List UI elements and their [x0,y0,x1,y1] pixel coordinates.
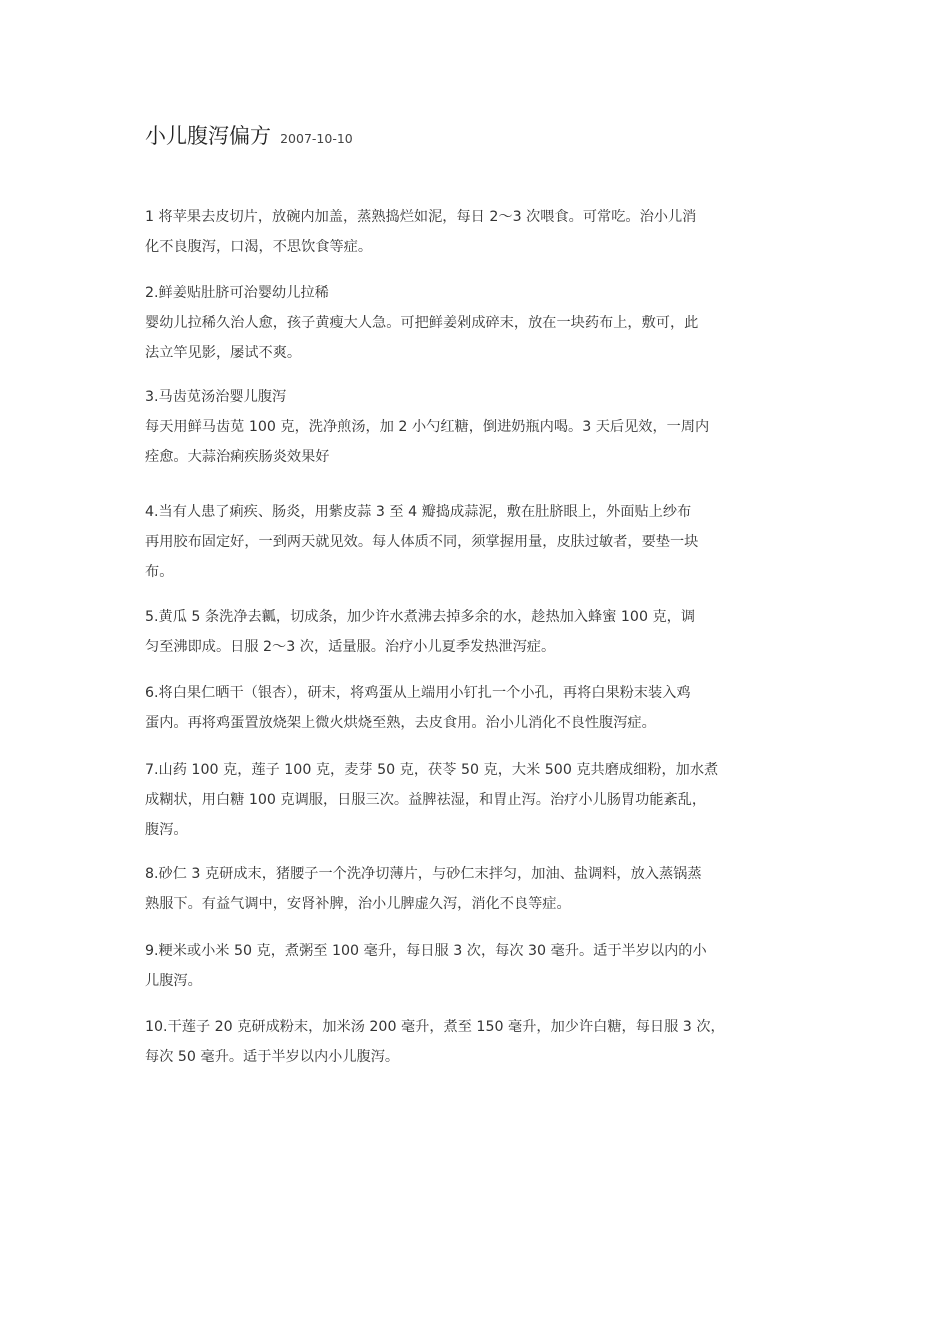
entry-line: 熟服下。有益气调中，安肾补脾，治小儿脾虚久泻，消化不良等症。 [145,896,571,912]
post-date: 2007-10-10 [280,131,353,146]
remedy-entry-2 [145,278,785,368]
entry-line: 儿腹泻。 [145,973,202,989]
entry-line: 法立竿见影，屡试不爽。 [145,345,302,361]
remedy-entry-6 [145,678,785,738]
entry-heading: 3.马齿苋汤治婴儿腹泻 [145,389,287,405]
entry-line: 6.将白果仁晒干（银杏），研末，将鸡蛋从上端用小钉扎一个小孔，再将白果粉末装入鸡 [145,685,691,701]
entry-line: 布。 [145,564,174,580]
entry-line: 每天用鲜马齿苋 100 克，洗净煎汤，加 2 小勺红糖，倒进奶瓶内喝。3 天后见效，一周内 [145,419,710,435]
remedy-entry-3 [145,382,785,472]
entry-line: 腹泻。 [145,822,188,838]
remedy-entry-1 [145,202,785,262]
entry-line: 5.黄瓜 5 条洗净去瓤，切成条，加少许水煮沸去掉多余的水，趁热加入蜂蜜 100 克，调 [145,609,696,625]
entry-line: 匀至沸即成。日服 2～3 次，适量服。治疗小儿夏季发热泄泻症。 [145,639,556,655]
page-title: 小儿腹泻偏方 [145,124,271,148]
remedy-entry-8 [145,859,785,919]
remedy-entry-4 [145,497,785,587]
entry-line: 10.干莲子 20 克研成粉末，加米汤 200 毫升，煮至 150 毫升，加少许白糖，每日服 3 次， [145,1019,725,1035]
entry-line: 痊愈。大蒜治痢疾肠炎效果好 [145,449,330,465]
entry-line: 婴幼儿拉稀久治人愈，孩子黄瘦大人急。可把鲜姜剁成碎末，放在一块药布上，敷可，此 [145,315,699,331]
entry-line: 1 将苹果去皮切片，放碗内加盖，蒸熟捣烂如泥，每日 2～3 次喂食。可常吃。治小儿消 [145,209,697,225]
remedy-entry-9 [145,936,785,996]
remedy-entry-5 [145,602,785,662]
entry-line: 每次 50 毫升。适于半岁以内小儿腹泻。 [145,1049,400,1065]
remedy-entry-10 [145,1012,785,1072]
entry-line: 再用胶布固定好，一到两天就见效。每人体质不同，须掌握用量，皮肤过敏者，要垫一块 [145,534,699,550]
entry-line: 7.山药 100 克，莲子 100 克，麦芽 50 克，茯苓 50 克，大米 500 克共磨成细粉，加水煮 [145,762,719,778]
entry-line: 4.当有人患了痢疾、肠炎，用紫皮蒜 3 至 4 瓣捣成蒜泥，敷在肚脐眼上，外面贴上纱布 [145,504,692,520]
entry-line: 蛋内。再将鸡蛋置放烧架上微火烘烧至熟，去皮食用。治小儿消化不良性腹泻症。 [145,715,656,731]
entry-line: 化不良腹泻，口渴，不思饮食等症。 [145,239,373,255]
title-row [145,120,353,150]
remedy-entry-7 [145,755,785,845]
entry-line: 9.粳米或小米 50 克，煮粥至 100 毫升，每日服 3 次，每次 30 毫升。适于半岁以内的小 [145,943,707,959]
entry-heading: 2.鲜姜贴肚脐可治婴幼儿拉稀 [145,285,329,301]
entry-line: 8.砂仁 3 克研成末，猪腰子一个洗净切薄片，与砂仁末拌匀，加油、盐调料，放入蒸锅蒸 [145,866,702,882]
entry-line: 成糊状，用白糖 100 克调服，日服三次。益脾祛湿，和胃止泻。治疗小儿肠胃功能紊乱， [145,792,707,808]
